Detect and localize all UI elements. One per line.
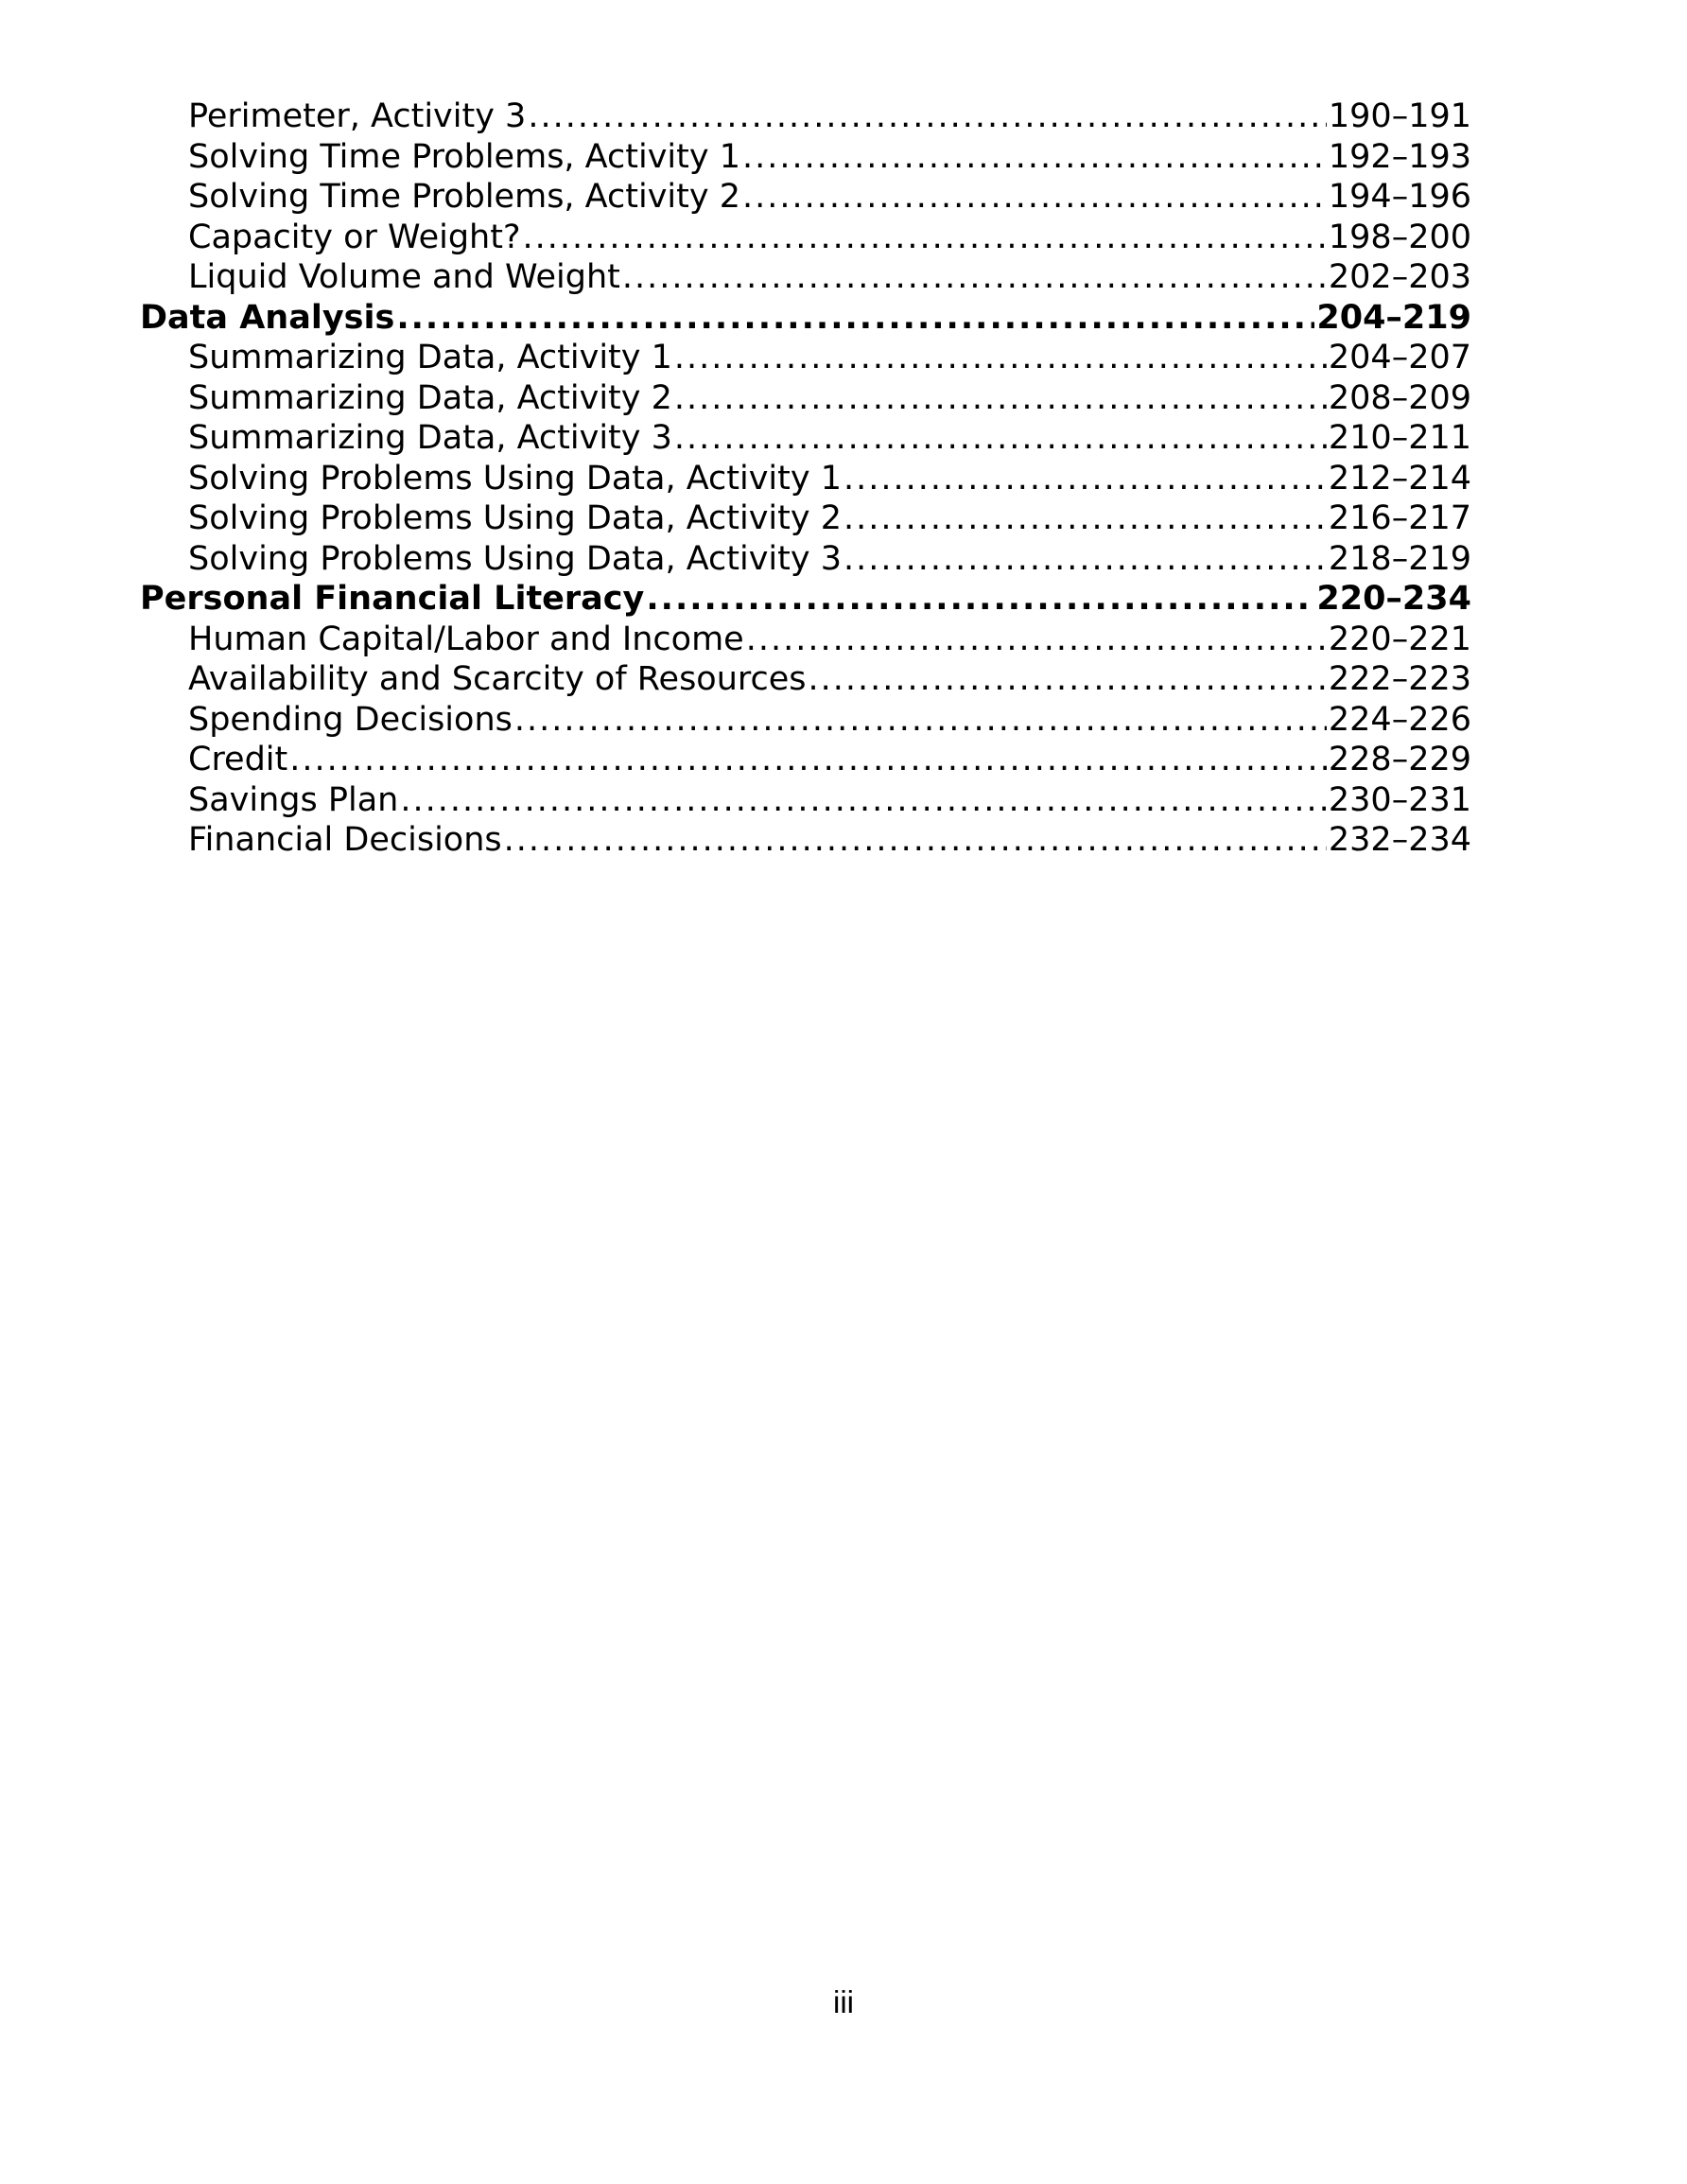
toc-leader-dots	[528, 96, 1327, 137]
toc-leader-dots	[646, 579, 1314, 620]
toc-leader-dots	[396, 298, 1314, 339]
toc-leader-dots	[289, 740, 1327, 780]
toc-entry-pages: 198–200	[1328, 218, 1471, 256]
toc-leader-dots	[742, 137, 1327, 178]
toc-entry-title: Spending Decisions	[188, 700, 513, 739]
toc-entry-pages: 190–191	[1328, 97, 1471, 135]
toc-entry-title: Solving Problems Using Data, Activity 3	[188, 539, 842, 578]
toc-entry-summarizing-data-activity-2	[140, 378, 1471, 419]
toc-entry-title: Solving Problems Using Data, Activity 2	[188, 499, 842, 537]
toc-entry-human-capital-labor-and-income	[140, 620, 1471, 660]
toc-entry-pages: 216–217	[1328, 499, 1471, 537]
toc-entry-pages: 202–203	[1328, 258, 1471, 296]
toc-leader-dots	[400, 780, 1327, 821]
toc-entry-summarizing-data-activity-3	[140, 418, 1471, 459]
toc-entry-solving-problems-using-data-activity-3	[140, 539, 1471, 580]
toc-entry-title: Summarizing Data, Activity 2	[188, 378, 672, 417]
toc-entry-pages: 218–219	[1328, 539, 1471, 578]
toc-entry-title: Credit	[188, 741, 288, 778]
toc-entry-solving-problems-using-data-activity-1	[140, 459, 1471, 499]
toc-entry-title: Perimeter, Activity 3	[188, 97, 527, 135]
toc-leader-dots	[746, 620, 1327, 660]
toc-leader-dots	[674, 338, 1327, 378]
toc-entry-availability-and-scarcity-of-resources	[140, 659, 1471, 700]
toc-entry-solving-time-problems-activity-2	[140, 177, 1471, 218]
toc-section-personal-financial-literacy	[140, 579, 1471, 620]
toc-entry-pages: 194–196	[1328, 178, 1471, 216]
toc-entry-pages: 208–209	[1328, 378, 1471, 417]
toc-leader-dots	[844, 498, 1327, 539]
toc-section-title: Personal Financial Literacy	[140, 580, 645, 618]
toc-entry-pages: 220–221	[1328, 620, 1471, 658]
toc-entry-spending-decisions	[140, 700, 1471, 741]
toc-entry-financial-decisions	[140, 820, 1471, 861]
toc-leader-dots	[674, 378, 1327, 419]
toc-leader-dots	[523, 218, 1327, 258]
toc-entry-title: Human Capital/Labor and Income	[188, 620, 744, 658]
toc-entry-pages: 228–229	[1328, 741, 1471, 778]
toc-leader-dots	[809, 659, 1327, 700]
toc-entry-title: Solving Time Problems, Activity 1	[188, 137, 740, 176]
toc-leader-dots	[844, 459, 1327, 499]
toc-leader-dots	[844, 539, 1327, 580]
toc-entry-pages: 212–214	[1328, 459, 1471, 498]
toc-entry-title: Availability and Scarcity of Resources	[188, 660, 807, 698]
toc-entry-credit	[140, 740, 1471, 780]
toc-entry-pages: 232–234	[1328, 821, 1471, 859]
toc-entry-title: Summarizing Data, Activity 3	[188, 419, 672, 457]
toc-section-pages: 220–234	[1316, 580, 1471, 618]
toc-entry-perimeter-activity-3	[140, 96, 1471, 137]
toc-entry-title: Financial Decisions	[188, 821, 502, 859]
toc-entry-title: Capacity or Weight?	[188, 218, 521, 256]
toc-entry-savings-plan	[140, 780, 1471, 821]
toc-entry-solving-time-problems-activity-1	[140, 137, 1471, 178]
toc-entry-solving-problems-using-data-activity-2	[140, 498, 1471, 539]
toc-leader-dots	[674, 418, 1327, 459]
toc-entry-pages: 224–226	[1328, 700, 1471, 739]
toc-entry-title: Solving Problems Using Data, Activity 1	[188, 459, 842, 498]
toc-entry-capacity-or-weight	[140, 218, 1471, 258]
toc-entry-pages: 210–211	[1328, 419, 1471, 457]
toc-entry-pages: 192–193	[1328, 137, 1471, 176]
toc-entry-summarizing-data-activity-1	[140, 338, 1471, 378]
toc-section-title: Data Analysis	[140, 298, 395, 337]
toc-entry-pages: 230–231	[1328, 780, 1471, 819]
toc-leader-dots	[504, 820, 1327, 861]
page-number: iii	[833, 1984, 854, 2019]
toc-section-pages: 204–219	[1316, 298, 1471, 337]
table-of-contents	[140, 96, 1471, 861]
toc-leader-dots	[622, 257, 1327, 298]
toc-section-data-analysis	[140, 298, 1471, 339]
toc-leader-dots	[742, 177, 1327, 218]
toc-entry-title: Solving Time Problems, Activity 2	[188, 178, 740, 216]
toc-entry-title: Savings Plan	[188, 780, 399, 819]
toc-leader-dots	[514, 700, 1327, 741]
toc-entry-pages: 204–207	[1328, 339, 1471, 376]
toc-entry-pages: 222–223	[1328, 660, 1471, 698]
toc-entry-title: Liquid Volume and Weight	[188, 258, 620, 296]
toc-entry-title: Summarizing Data, Activity 1	[188, 339, 672, 376]
toc-entry-liquid-volume-and-weight	[140, 257, 1471, 298]
